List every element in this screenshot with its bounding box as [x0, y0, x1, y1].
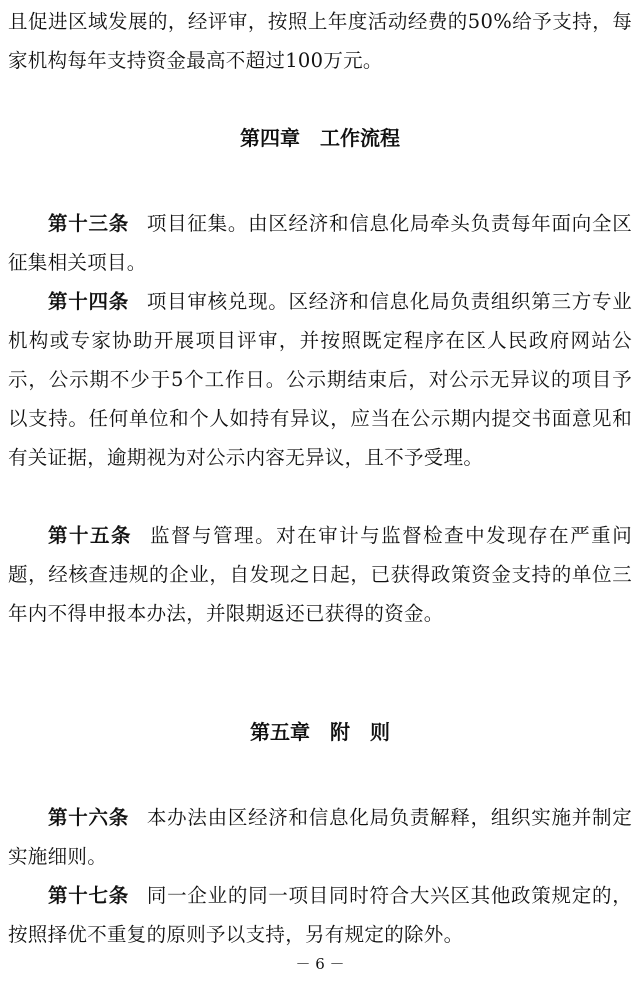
intro-paragraph: 且促进区域发展的，经评审，按照上年度活动经费的50%给予支持，每家机构每年支持资金最高不超过100万元。: [8, 10, 632, 72]
article-17-text: 同一企业的同一项目同时符合大兴区其他政策规定的，按照择优不重复的原则予以支持，另有规定的除外。: [8, 884, 632, 946]
article-16-text: 本办法由区经济和信息化局负责解释，组织实施并制定实施细则。: [8, 806, 632, 868]
article-15-number: 第十五条: [48, 524, 133, 547]
article-13-text: 项目征集。由区经济和信息化局牵头负责每年面向全区征集相关项目。: [8, 212, 632, 274]
article-13-number: 第十三条: [48, 212, 129, 235]
article-15-text: 监督与管理。对在审计与监督检查中发现存在严重问题，经核查违规的企业，自发现之日起，已获得政策资金支持的单位三年内不得申报本办法，并限期返还已获得的资金。: [8, 524, 632, 625]
article-17: [8, 876, 632, 954]
article-14: [8, 282, 632, 477]
article-16-number: 第十六条: [48, 806, 129, 829]
chapter-4-heading: 第四章 工作流程: [240, 126, 400, 150]
article-14-number: 第十四条: [48, 290, 129, 313]
page-number: － 6 －: [295, 955, 345, 973]
article-14-text: 项目审核兑现。区经济和信息化局负责组织第三方专业机构或专家协助开展项目评审，并按照既定程序在区人民政府网站公示，公示期不少于5个工作日。公示期结束后，对公示无异议的项目予以支持。任何单位和个人如持有异议，应当在公示期内提交书面意见和有关证据，逾期视为对公示内容无异议，且不予受理。: [8, 290, 632, 469]
article-13: [8, 204, 632, 282]
chapter-5-heading: 第五章 附 则: [250, 720, 390, 744]
article-16: [8, 798, 632, 876]
article-17-number: 第十七条: [48, 884, 129, 907]
article-15: [8, 516, 632, 633]
